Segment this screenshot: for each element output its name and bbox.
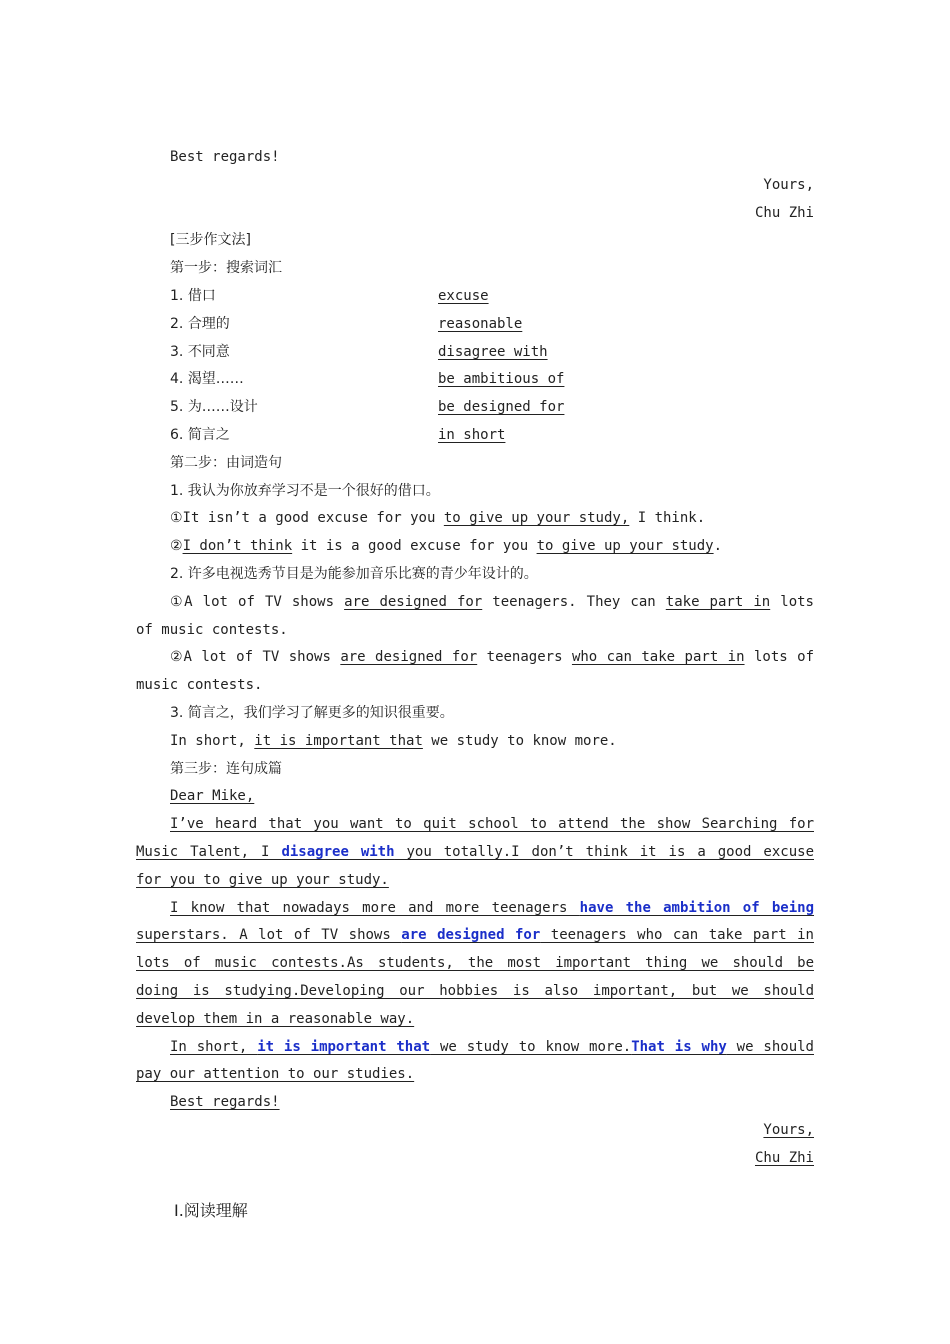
underlined-phrase: to give up your study, bbox=[443, 510, 630, 527]
vocab-row bbox=[136, 339, 814, 367]
text-run: In short, bbox=[170, 732, 255, 749]
section-heading: Ⅰ.阅读理解 bbox=[174, 1201, 248, 1220]
text-run: teenagers. They can bbox=[482, 593, 666, 610]
highlight-phrase: disagree with bbox=[281, 843, 395, 860]
highlight-phrase: it is important that bbox=[257, 1038, 431, 1055]
text-run: ②A lot of TV shows bbox=[170, 649, 341, 666]
underlined-phrase: it is important that bbox=[254, 732, 423, 749]
text-run: I know that nowadays more and more teenagers bbox=[170, 899, 580, 916]
vocab-row bbox=[136, 422, 814, 450]
p2-line1 bbox=[136, 895, 814, 923]
step3-title: 第三步：连句成篇 bbox=[170, 760, 282, 777]
vocab-num: 4. bbox=[170, 371, 184, 388]
p2-line5: develop them in a reasonable way. bbox=[136, 1010, 415, 1027]
vocab-row bbox=[136, 394, 814, 422]
p2-line4: doing is studying.Developing our hobbies is also important, but we should bbox=[136, 982, 814, 999]
text-run: it is a good excuse for you bbox=[292, 538, 537, 555]
q3-prompt: 3. 简言之，我们学习了解更多的知识很重要。 bbox=[170, 704, 454, 721]
text-run: you totally.I don’t think it is a good excuse bbox=[394, 843, 814, 860]
underlined-phrase: are designed for bbox=[344, 593, 483, 610]
vocab-cn: 为……设计 bbox=[187, 399, 258, 416]
p3-line1 bbox=[136, 1034, 814, 1062]
q2-prompt: 2. 许多电视选秀节目是为能参加音乐比赛的青少年设计的。 bbox=[170, 565, 538, 582]
q2-answer-a-line2: of music contests. bbox=[136, 621, 288, 638]
p1-line1: I’ve heard that you want to quit school to attend the show Searching for bbox=[170, 816, 814, 833]
step2-title: 第二步：由词造句 bbox=[170, 454, 282, 471]
highlight-phrase: are designed for bbox=[401, 927, 541, 944]
highlight-phrase: have the ambition of being bbox=[579, 899, 815, 916]
text-run: ①It isn’t a good excuse for you bbox=[170, 510, 444, 527]
vocab-row bbox=[136, 311, 814, 339]
letter-name: Chu Zhi bbox=[754, 1149, 814, 1166]
underlined-phrase: I don’t think bbox=[182, 538, 293, 555]
p1-line2 bbox=[136, 839, 814, 867]
vocab-cn: 渴望…… bbox=[187, 371, 244, 388]
q1-prompt: 1. 我认为你放弃学习不是一个很好的借口。 bbox=[170, 482, 440, 499]
underlined-phrase: who can take part in bbox=[571, 649, 745, 666]
highlight-phrase: That is why bbox=[631, 1038, 727, 1055]
text-run: I think. bbox=[629, 510, 706, 527]
vocab-en: be designed for bbox=[438, 399, 565, 416]
p3-line2: pay our attention to our studies. bbox=[136, 1066, 415, 1083]
vocab-num: 6. bbox=[170, 426, 184, 443]
q2-answer-b-line2: music contests. bbox=[136, 677, 263, 694]
underlined-phrase: to give up your study bbox=[536, 538, 714, 555]
method-title: [三步作文法] bbox=[170, 232, 251, 249]
text-run: we study to know more. bbox=[422, 732, 617, 749]
q2-answer-a-line1 bbox=[136, 589, 814, 617]
underlined-phrase: take part in bbox=[665, 593, 771, 610]
vocab-row bbox=[136, 366, 814, 394]
vocab-en: in short bbox=[438, 426, 506, 443]
step1-title: 第一步：搜索词汇 bbox=[170, 260, 282, 277]
vocab-num: 1. bbox=[170, 287, 184, 304]
text-run: ①A lot of TV shows bbox=[170, 593, 345, 610]
text-run: teenagers who can take part in bbox=[540, 927, 814, 944]
text-run: lots bbox=[770, 593, 814, 610]
vocab-en: reasonable bbox=[438, 315, 523, 332]
top-closing: Best regards! bbox=[170, 149, 280, 165]
vocab-en: excuse bbox=[438, 287, 489, 304]
underlined-phrase: are designed for bbox=[340, 649, 478, 666]
text-run: lots of bbox=[744, 649, 814, 666]
vocab-en: be ambitious of bbox=[438, 371, 565, 388]
text-run: In short, bbox=[170, 1038, 258, 1055]
letter-greeting: Dear Mike, bbox=[170, 788, 255, 805]
q3-answer bbox=[136, 728, 814, 756]
text-run: . bbox=[713, 538, 723, 555]
vocab-num: 3. bbox=[170, 343, 184, 360]
top-name: Chu Zhi bbox=[754, 204, 814, 221]
text-run: we should bbox=[726, 1038, 814, 1055]
vocab-en: disagree with bbox=[438, 343, 548, 360]
text-run: superstars. A lot of TV shows bbox=[136, 927, 402, 944]
letter-yours: Yours, bbox=[763, 1121, 814, 1138]
vocab-cn: 合理的 bbox=[187, 315, 230, 332]
p2-line3: lots of music contests.As students, the most important thing we should be bbox=[136, 955, 814, 972]
document-page bbox=[136, 144, 814, 1172]
letter-closing: Best regards! bbox=[170, 1094, 280, 1111]
top-yours: Yours, bbox=[763, 176, 814, 193]
vocab-num: 2. bbox=[170, 315, 184, 332]
vocab-cn: 不同意 bbox=[187, 343, 230, 360]
text-run: ② bbox=[170, 538, 183, 555]
p2-line2 bbox=[136, 922, 814, 950]
vocab-cn: 借口 bbox=[187, 287, 216, 304]
p1-line3: for you to give up your study. bbox=[136, 871, 389, 888]
vocab-num: 5. bbox=[170, 399, 184, 416]
text-run: teenagers bbox=[477, 649, 572, 666]
vocab-cn: 简言之 bbox=[187, 426, 230, 443]
q2-answer-b-line1 bbox=[136, 644, 814, 672]
text-run: we study to know more. bbox=[430, 1038, 632, 1055]
vocab-row bbox=[136, 283, 814, 311]
q1-answer-b bbox=[136, 533, 814, 561]
q1-answer-a bbox=[136, 505, 814, 533]
text-run: Music Talent, I bbox=[136, 843, 282, 860]
